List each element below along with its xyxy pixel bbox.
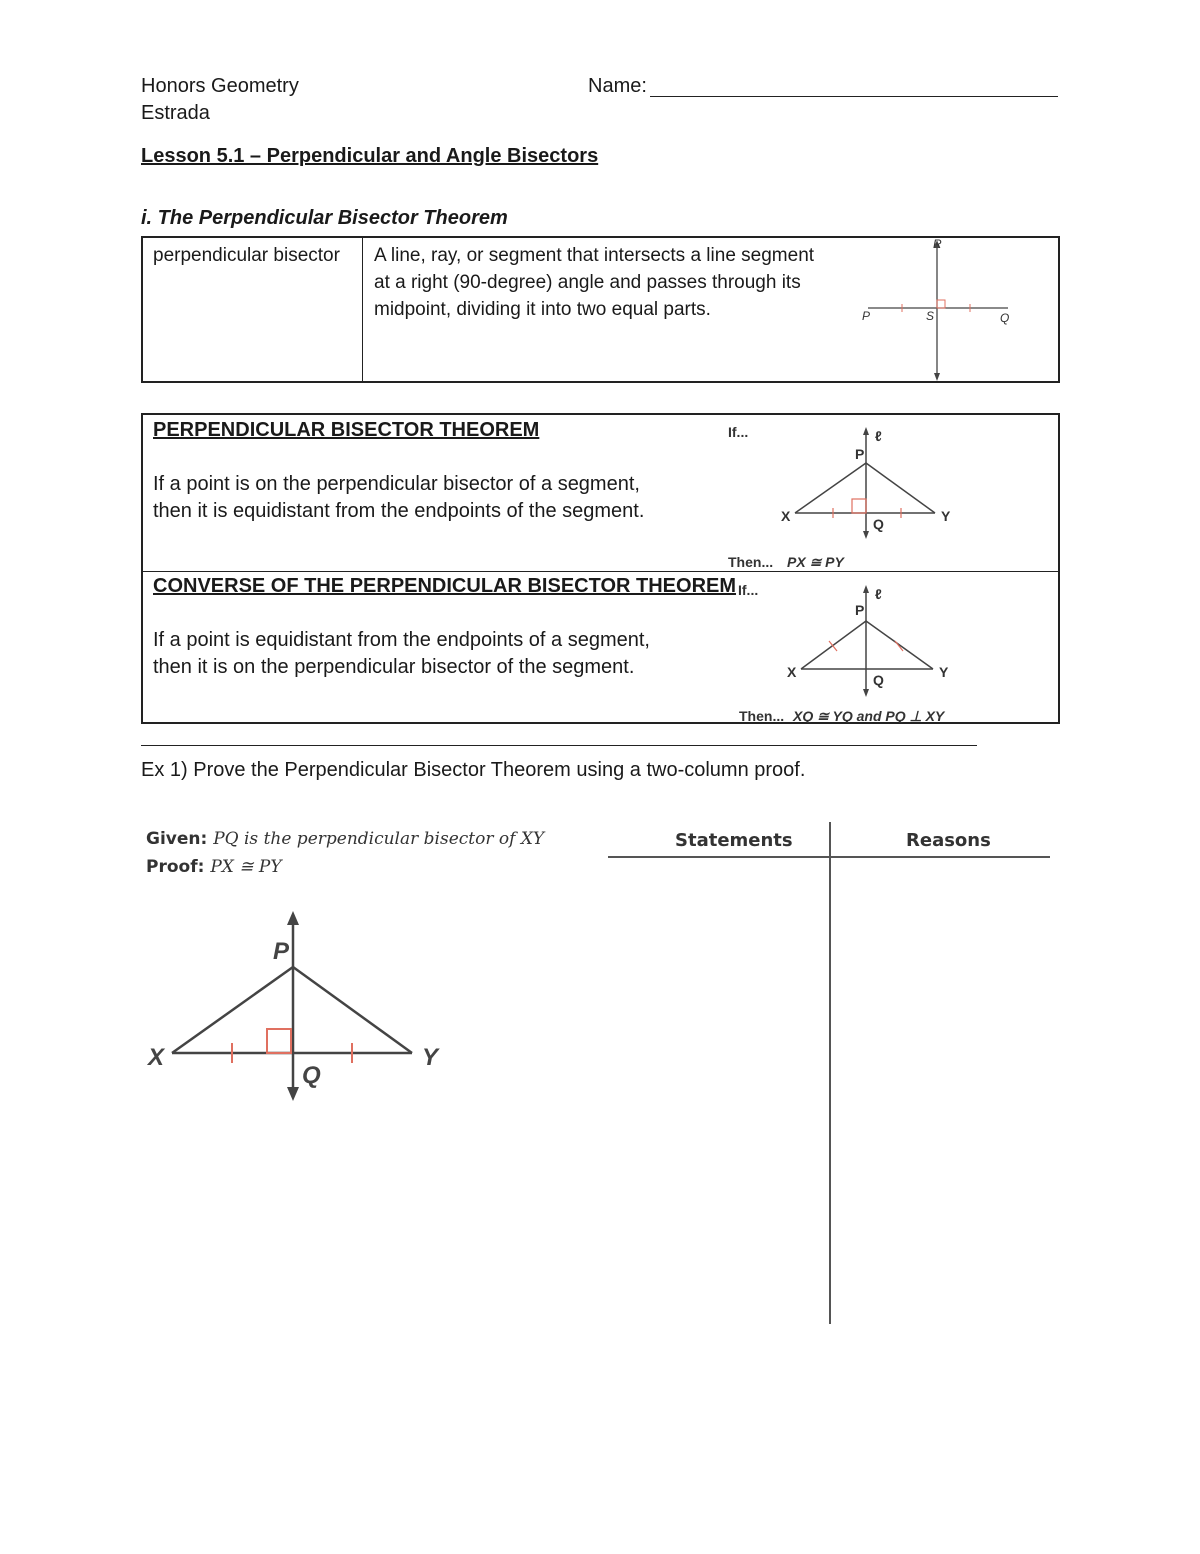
theorem-label-l: ℓ (875, 428, 882, 444)
theorem-divider (143, 571, 1058, 572)
reasons-header: Reasons (906, 830, 991, 851)
definition-text (374, 242, 854, 323)
statements-column[interactable] (610, 862, 824, 1320)
reasons-column[interactable] (835, 862, 1049, 1320)
converse-label-l: ℓ (875, 586, 882, 602)
statements-header: Statements (675, 830, 793, 851)
section-separator (141, 745, 977, 746)
theorem-label-X: X (781, 508, 791, 524)
perpendicular-bisector-figure (858, 238, 1058, 381)
section-title: i. The Perpendicular Bisector Theorem (141, 207, 508, 229)
converse-label-Y: Y (939, 664, 949, 680)
proof-label: Proof: (146, 857, 205, 877)
theorem-figure (723, 417, 1023, 571)
label-R: R (933, 238, 942, 251)
definition-table (141, 236, 1060, 383)
converse-label-Q: Q (873, 672, 884, 688)
theorem-box (141, 413, 1060, 724)
definition-table-divider (362, 238, 363, 381)
proof-label-P: P (273, 938, 290, 965)
proof-column-divider (829, 822, 831, 1324)
converse-label-P: P (855, 602, 865, 618)
converse-label-X: X (787, 664, 797, 680)
theorem-then-math: PX ≅ PY (787, 554, 844, 570)
theorem-then-label: Then... (728, 554, 774, 570)
label-P: P (862, 309, 871, 323)
definition-term: perpendicular bisector (153, 245, 340, 266)
converse-line-2: then it is on the perpendicular bisector of the segment. (153, 656, 635, 678)
given-line (146, 829, 544, 849)
proof-text: PX ≅ PY (210, 857, 282, 877)
theorem-label-Y: Y (941, 508, 951, 524)
given-label: Given: (146, 829, 208, 849)
teacher-name: Estrada (141, 102, 210, 124)
proof-label-X: X (148, 1044, 165, 1071)
converse-then-label: Then... (739, 708, 785, 723)
label-S: S (926, 309, 935, 323)
example1-prompt: Ex 1) Prove the Perpendicular Bisector Theorem using a two-column proof. (141, 759, 806, 781)
given-text: PQ is the perpendicular bisector of XY (213, 829, 545, 849)
proof-figure (140, 905, 470, 1105)
converse-then-math: XQ ≅ YQ and PQ ⊥ XY (793, 708, 945, 723)
converse-figure (733, 573, 1033, 723)
name-blank-line[interactable] (650, 96, 1058, 97)
course-name: Honors Geometry (141, 75, 299, 97)
theorem-label-Q: Q (873, 516, 884, 532)
definition-line-1: A line, ray, or segment that intersects a line segment (374, 245, 815, 266)
proof-line (146, 857, 282, 877)
theorem-if-label: If... (728, 424, 749, 440)
definition-line-2: at a right (90-degree) angle and passes through its (374, 272, 801, 293)
converse-line-1: If a point is equidistant from the endpoints of a segment, (153, 629, 650, 651)
theorem-line-1: If a point is on the perpendicular bisector of a segment, (153, 473, 640, 495)
proof-label-Q: Q (302, 1062, 321, 1089)
label-Q: Q (1000, 311, 1010, 325)
theorem-title: PERPENDICULAR BISECTOR THEOREM (153, 419, 540, 441)
theorem-label-P: P (855, 446, 865, 462)
lesson-title: Lesson 5.1 – Perpendicular and Angle Bisectors (141, 145, 599, 167)
definition-line-3: midpoint, dividing it into two equal parts. (374, 299, 711, 320)
converse-if-label: If... (738, 582, 759, 598)
converse-title: CONVERSE OF THE PERPENDICULAR BISECTOR THEOREM (153, 575, 737, 597)
theorem-line-2: then it is equidistant from the endpoints of the segment. (153, 500, 645, 522)
name-label: Name: (588, 75, 647, 97)
proof-label-Y: Y (422, 1044, 439, 1071)
